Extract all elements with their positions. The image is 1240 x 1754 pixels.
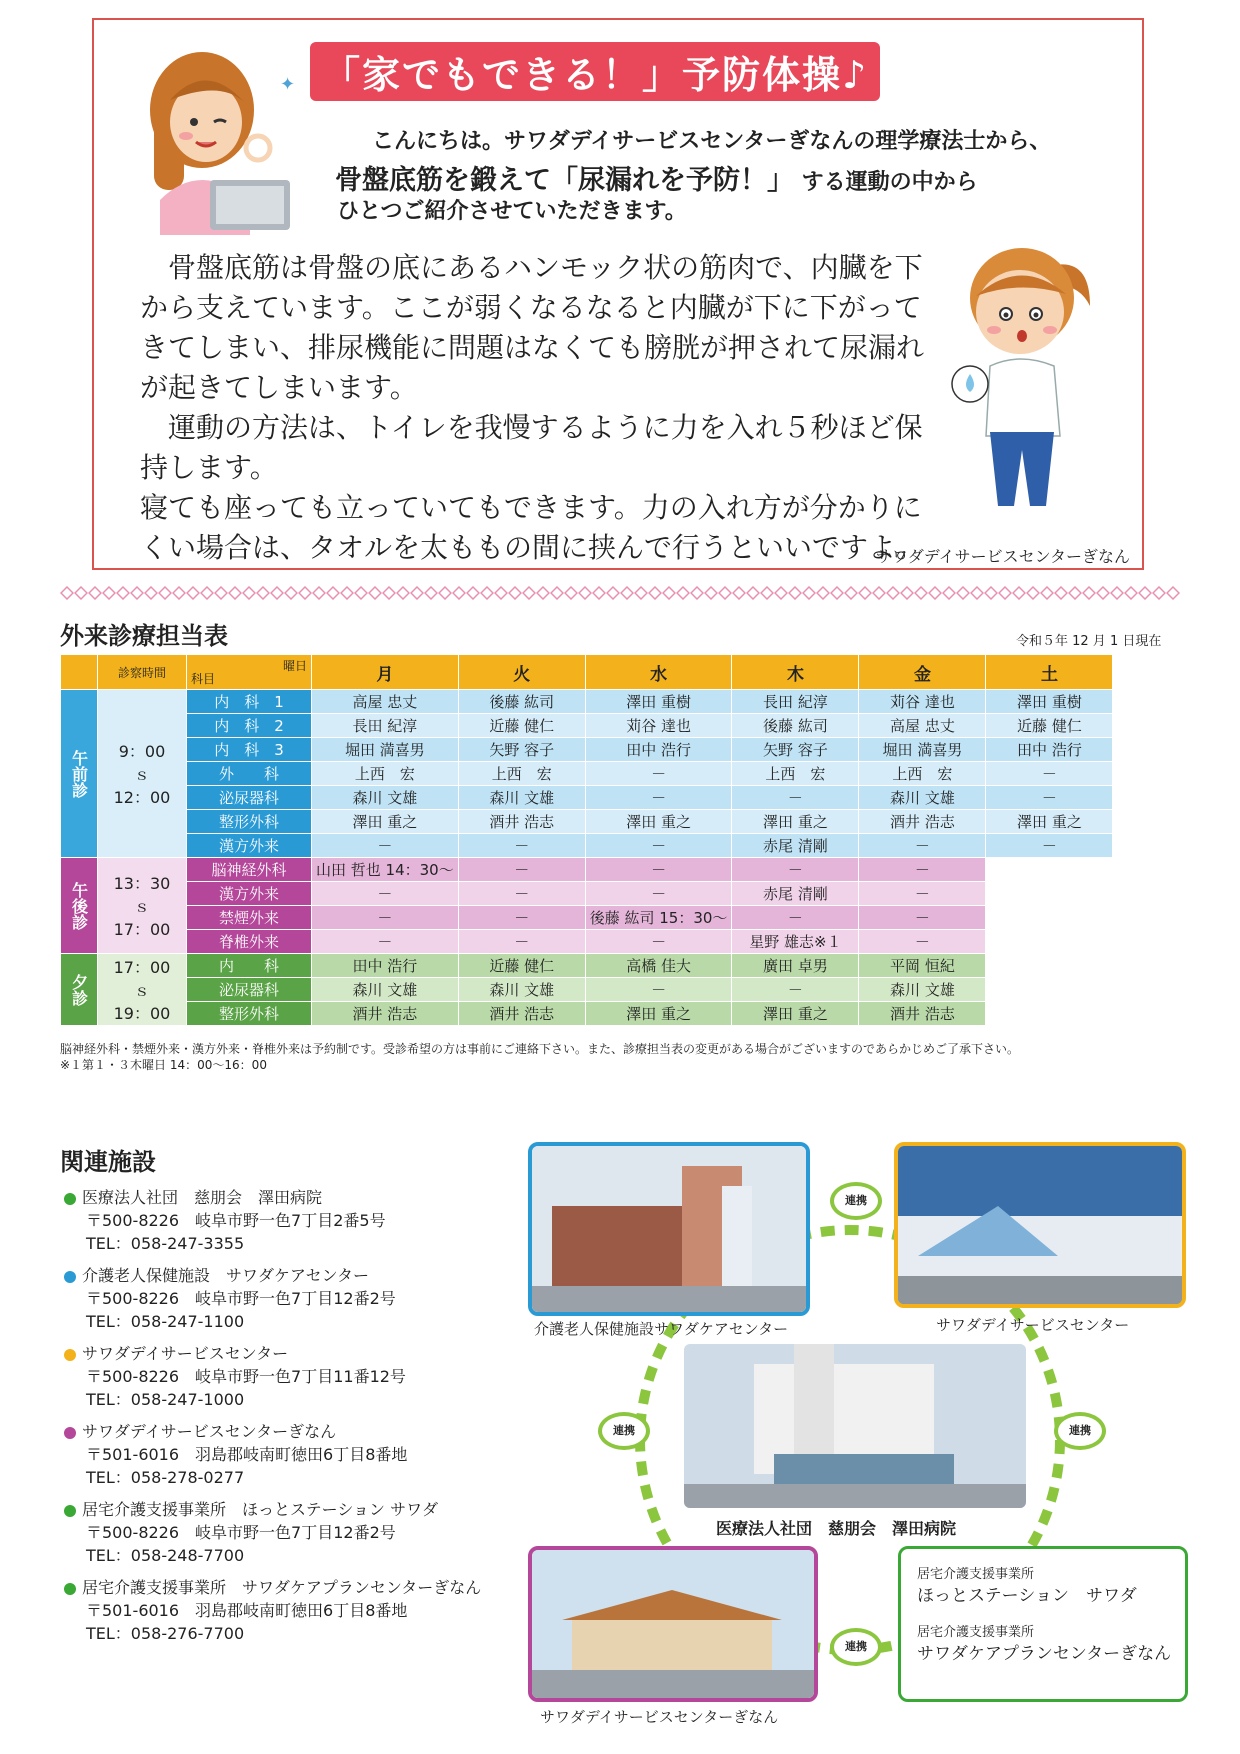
outpatient-schedule-table	[60, 654, 1113, 1026]
doctor-cell: 高屋 忠丈	[312, 690, 459, 714]
session-label-evening: 夕診	[61, 954, 98, 1026]
doctor-cell: －	[312, 906, 459, 930]
intro-line-1: こんにちは。サワダデイサービスセンターぎなんの理学療法士から、	[372, 129, 1052, 154]
empty-cell	[986, 906, 1113, 930]
doctor-cell: －	[458, 834, 585, 858]
facility-tel: TEL：058-278-0277	[86, 1468, 245, 1487]
table-row	[61, 1002, 1113, 1026]
doctor-cell: 森川 文雄	[859, 786, 986, 810]
facility-name: 居宅介護支援事業所 サワダケアプランセンターぎなん	[82, 1578, 482, 1597]
facility-entry	[64, 1498, 438, 1567]
empty-cell	[986, 930, 1113, 954]
doctor-cell: －	[859, 930, 986, 954]
doctor-cell: 森川 文雄	[458, 978, 585, 1002]
doctor-cell: 近藤 健仁	[458, 954, 585, 978]
doctor-cell: 森川 文雄	[312, 786, 459, 810]
bullet-icon	[64, 1505, 76, 1517]
doctor-cell: 矢野 容子	[732, 738, 859, 762]
doctor-cell: 澤田 重之	[585, 1002, 732, 1026]
facility-entry	[64, 1264, 396, 1333]
doctor-cell: 森川 文雄	[859, 978, 986, 1002]
caption-hospital: 医療法人社団 慈朋会 澤田病院	[716, 1519, 957, 1538]
facility-tel: TEL：058-247-3355	[86, 1234, 245, 1253]
photo-ginan-day-service	[528, 1546, 818, 1702]
link-badge: 連携	[1054, 1412, 1106, 1450]
time-sep: ｓ	[133, 981, 150, 1000]
facility-address: 〒500-8226 岐阜市野一色7丁目11番12号	[86, 1367, 406, 1386]
intro-line-3: ひとつご紹介させていただきます。	[337, 199, 687, 224]
dept-cell: 禁煙外来	[187, 906, 312, 930]
facility-tel: TEL：058-247-1000	[86, 1390, 245, 1409]
table-row	[61, 978, 1113, 1002]
empty-cell	[986, 978, 1113, 1002]
table-row	[61, 690, 1113, 714]
bullet-icon	[64, 1349, 76, 1361]
facility-name: 介護老人保健施設 サワダケアセンター	[82, 1266, 370, 1285]
doctor-cell: 後藤 紘司	[458, 690, 585, 714]
doctor-cell: －	[585, 858, 732, 882]
header-day-label: 曜日	[282, 659, 307, 673]
header-day-sat: 土	[986, 655, 1113, 690]
doctor-cell: 山田 哲也 14：30～	[312, 858, 459, 882]
schedule-title: 外来診療担当表	[60, 622, 228, 650]
doctor-cell: 苅谷 達也	[859, 690, 986, 714]
table-row	[61, 954, 1113, 978]
empty-cell	[986, 1002, 1113, 1026]
dept-cell: 整形外科	[187, 810, 312, 834]
doctor-cell: 森川 文雄	[458, 786, 585, 810]
svg-text:✦: ✦	[280, 74, 296, 95]
dept-cell: 脳神経外科	[187, 858, 312, 882]
table-row	[61, 906, 1113, 930]
header-time: 診察時間	[98, 655, 187, 690]
doctor-cell: 澤田 重樹	[585, 690, 732, 714]
doctor-cell: －	[458, 906, 585, 930]
doctor-cell: －	[732, 906, 859, 930]
facility-tel: TEL：058-248-7700	[86, 1546, 245, 1565]
body-paragraph: 運動の方法は、トイレを我慢するように力を入れ５秒ほど保持します。	[140, 411, 923, 484]
doctor-cell: 赤尾 清剛	[732, 834, 859, 858]
doctor-cell: －	[585, 786, 732, 810]
facility-entry	[64, 1342, 406, 1411]
table-row	[61, 834, 1113, 858]
doctor-cell: －	[585, 882, 732, 906]
office2-label: 居宅介護支援事業所	[917, 1625, 1035, 1640]
caption-ginan-day-service: サワダデイサービスセンターぎなん	[540, 1708, 779, 1726]
bullet-icon	[64, 1271, 76, 1283]
table-row	[61, 786, 1113, 810]
empty-cell	[986, 858, 1113, 882]
header-day-fri: 金	[859, 655, 986, 690]
doctor-cell: 平岡 恒紀	[859, 954, 986, 978]
facility-address: 〒500-8226 岐阜市野一色7丁目12番2号	[86, 1289, 396, 1308]
facility-name: サワダデイサービスセンターぎなん	[82, 1422, 337, 1441]
doctor-cell: －	[732, 858, 859, 882]
doctor-cell: 廣田 卓男	[732, 954, 859, 978]
doctor-cell: 近藤 健仁	[986, 714, 1113, 738]
doctor-cell: －	[732, 978, 859, 1002]
doctor-cell: 長田 紀淳	[312, 714, 459, 738]
doctor-cell: 田中 浩行	[585, 738, 732, 762]
doctor-cell: 近藤 健仁	[458, 714, 585, 738]
schedule-note: 脳神経外科・禁煙外来・漢方外来・脊椎外来は予約制です。受診希望の方は事前にご連絡下さい。また、診療担当表の変更がある場合がございますのであらかじめご了承下さい。	[60, 1042, 1020, 1056]
time-sep: ｓ	[133, 765, 150, 784]
dept-cell: 脊椎外来	[187, 930, 312, 954]
doctor-cell: －	[732, 786, 859, 810]
doctor-cell: 長田 紀淳	[732, 690, 859, 714]
doctor-cell: －	[585, 930, 732, 954]
header-day-wed: 水	[585, 655, 732, 690]
facility-tel: TEL：058-276-7700	[86, 1624, 245, 1643]
facility-name: 医療法人社団 慈朋会 澤田病院	[82, 1188, 323, 1207]
time-sep: ｓ	[133, 897, 150, 916]
doctor-cell: 星野 雄志※１	[732, 930, 859, 954]
schedule-footnote: ※１第１・３木曜日 14：00～16：00	[60, 1058, 267, 1072]
office1-label: 居宅介護支援事業所	[917, 1567, 1035, 1582]
doctor-cell: 酒井 浩志	[859, 810, 986, 834]
doctor-cell: 上西 宏	[312, 762, 459, 786]
doctor-cell: －	[986, 762, 1113, 786]
doctor-cell: －	[585, 978, 732, 1002]
photo-care-center	[528, 1142, 810, 1316]
doctor-cell: －	[458, 930, 585, 954]
bullet-icon	[64, 1427, 76, 1439]
exercise-body	[140, 248, 940, 568]
facility-name: サワダデイサービスセンター	[82, 1344, 289, 1363]
facility-address: 〒501-6016 羽島郡岐南町徳田6丁目8番地	[86, 1445, 408, 1464]
time-start: 13：30	[113, 874, 171, 893]
facility-address: 〒501-6016 羽島郡岐南町徳田6丁目8番地	[86, 1601, 408, 1620]
time-start: 9：00	[118, 742, 166, 761]
facility-entry	[64, 1576, 481, 1645]
dept-cell: 漢方外来	[187, 834, 312, 858]
header-day-thu: 木	[732, 655, 859, 690]
doctor-cell: 矢野 容子	[458, 738, 585, 762]
worried-girl-illustration	[950, 236, 1100, 522]
bullet-icon	[64, 1583, 76, 1595]
table-row	[61, 810, 1113, 834]
exercise-title: 「家でもできる！」予防体操♪	[310, 42, 880, 101]
link-badge: 連携	[830, 1182, 882, 1220]
dept-cell: 泌尿器科	[187, 978, 312, 1002]
exercise-signature: サワダデイサービスセンターぎなん	[875, 547, 1130, 566]
doctor-cell: 赤尾 清剛	[732, 882, 859, 906]
session-time-am	[98, 690, 187, 858]
home-care-offices-box	[898, 1546, 1188, 1702]
dept-cell: 漢方外来	[187, 882, 312, 906]
dept-cell: 外 科	[187, 762, 312, 786]
empty-cell	[986, 954, 1113, 978]
doctor-cell: 澤田 重之	[312, 810, 459, 834]
doctor-cell: 堀田 満喜男	[859, 738, 986, 762]
doctor-cell: 苅谷 達也	[585, 714, 732, 738]
intro-line-2	[335, 158, 978, 197]
session-label-am: 午前診	[61, 690, 98, 858]
doctor-cell: 田中 浩行	[986, 738, 1113, 762]
doctor-cell: 澤田 重之	[585, 810, 732, 834]
link-badge: 連携	[598, 1412, 650, 1450]
doctor-cell: －	[312, 882, 459, 906]
facility-tel: TEL：058-247-1100	[86, 1312, 245, 1331]
doctor-cell: －	[859, 834, 986, 858]
dept-cell: 整形外科	[187, 1002, 312, 1026]
facility-entry	[64, 1420, 407, 1489]
office2-name: サワダケアプランセンターぎなん	[917, 1644, 1172, 1664]
doctor-cell: 田中 浩行	[312, 954, 459, 978]
table-row	[61, 738, 1113, 762]
time-end: 12：00	[113, 788, 171, 807]
doctor-cell: 澤田 重之	[986, 810, 1113, 834]
doctor-cell: 上西 宏	[732, 762, 859, 786]
dept-cell: 泌尿器科	[187, 786, 312, 810]
doctor-cell: 上西 宏	[458, 762, 585, 786]
facilities-title: 関連施設	[60, 1148, 156, 1176]
header-day-mon: 月	[312, 655, 459, 690]
table-row	[61, 882, 1113, 906]
office1-name: ほっとステーション サワダ	[917, 1586, 1137, 1606]
time-end: 17：00	[113, 920, 171, 939]
body-paragraph: 寝ても座っても立っていてもできます。力の入れ方が分かりにくい場合は、タオルを太ももの間に挟んで行うといいですよ。	[140, 491, 925, 564]
intro-line-2-emphasis: 骨盤底筋を鍛えて「尿漏れを予防！」	[335, 165, 794, 196]
doctor-cell: －	[859, 858, 986, 882]
doctor-cell: 後藤 紘司 15：30～	[585, 906, 732, 930]
doctor-cell: －	[458, 858, 585, 882]
doctor-cell: 酒井 浩志	[458, 1002, 585, 1026]
doctor-cell: －	[458, 882, 585, 906]
table-row	[61, 714, 1113, 738]
dept-cell: 内 科 3	[187, 738, 312, 762]
doctor-cell: －	[859, 882, 986, 906]
header-dept-day	[187, 655, 312, 690]
dept-cell: 内 科	[187, 954, 312, 978]
facility-address: 〒500-8226 岐阜市野一色7丁目2番5号	[86, 1211, 386, 1230]
facility-entry	[64, 1186, 386, 1255]
schedule-as-of-date: 令和５年 12 月 1 日現在	[1016, 634, 1162, 649]
session-time-pm	[98, 858, 187, 954]
doctor-cell: －	[585, 834, 732, 858]
photo-hospital	[680, 1340, 1030, 1512]
facility-name: 居宅介護支援事業所 ほっとステーション サワダ	[82, 1500, 438, 1519]
doctor-cell: 堀田 満喜男	[312, 738, 459, 762]
dept-cell: 内 科 1	[187, 690, 312, 714]
doctor-cell: 高橋 佳大	[585, 954, 732, 978]
doctor-cell: －	[986, 834, 1113, 858]
intro-line-2-rest: する運動の中から	[801, 170, 978, 195]
doctor-cell: －	[986, 786, 1113, 810]
header-blank	[61, 655, 98, 690]
doctor-cell: 酒井 浩志	[859, 1002, 986, 1026]
doctor-cell: 澤田 重樹	[986, 690, 1113, 714]
doctor-cell: 森川 文雄	[312, 978, 459, 1002]
doctor-cell: －	[859, 906, 986, 930]
doctor-cell: 澤田 重之	[732, 810, 859, 834]
doctor-cell: 後藤 紘司	[732, 714, 859, 738]
doctor-cell: 上西 宏	[859, 762, 986, 786]
photo-day-service	[894, 1142, 1186, 1308]
decorative-divider	[60, 586, 1180, 600]
header-dept-label: 科目	[191, 672, 216, 686]
doctor-cell: 酒井 浩志	[312, 1002, 459, 1026]
doctor-cell: 酒井 浩志	[458, 810, 585, 834]
table-row	[61, 858, 1113, 882]
schedule-header-row	[61, 655, 1113, 690]
header-day-tue: 火	[458, 655, 585, 690]
caption-day-service: サワダデイサービスセンター	[936, 1316, 1130, 1334]
facility-address: 〒500-8226 岐阜市野一色7丁目12番2号	[86, 1523, 396, 1542]
bullet-icon	[64, 1193, 76, 1205]
session-label-pm: 午後診	[61, 858, 98, 954]
time-start: 17：00	[113, 958, 171, 977]
doctor-cell: －	[585, 762, 732, 786]
woman-laptop-illustration	[140, 40, 300, 235]
table-row	[61, 930, 1113, 954]
doctor-cell: －	[312, 930, 459, 954]
caption-care-center: 介護老人保健施設サワダケアセンター	[534, 1320, 789, 1338]
doctor-cell: 澤田 重之	[732, 1002, 859, 1026]
doctor-cell: －	[312, 834, 459, 858]
link-badge: 連携	[830, 1628, 882, 1666]
body-paragraph: 骨盤底筋は骨盤の底にあるハンモック状の筋肉で、内臓を下から支えています。ここが弱くなるなると内臓が下に下がってきてしまい、排尿機能に問題はなくても膀胱が押されて尿漏れが起きてしまいます。	[140, 251, 925, 404]
time-end: 19：00	[113, 1004, 171, 1023]
empty-cell	[986, 882, 1113, 906]
table-row	[61, 762, 1113, 786]
dept-cell: 内 科 2	[187, 714, 312, 738]
doctor-cell: 高屋 忠丈	[859, 714, 986, 738]
session-time-evening	[98, 954, 187, 1026]
